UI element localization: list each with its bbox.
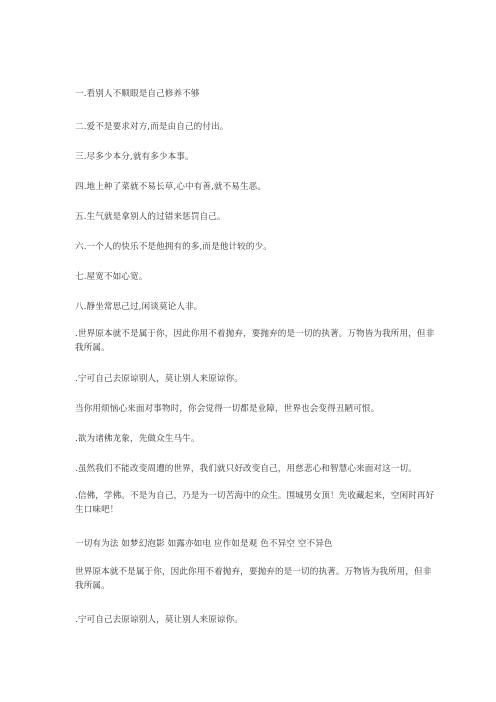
paragraph-14: .信佛，学佛。不是为自己，乃是为一切苦海中的众生。围城男女顶！先收藏起来，空闲时再好生口味吧！ [75,491,435,515]
paragraph-7: 七.屋宽不如心宽。 [75,272,148,282]
paragraph-9: .世界原本就不是属于你，因此你用不着抛弃，要抛弃的是一切的执著。万物皆为我所用，但非我所属。 [75,329,435,353]
paragraph-8: 八.静坐常思己过,闲谈莫论人非。 [75,302,203,312]
paragraph-17: .宁可自己去原谅别人，莫让别人来原谅你。 [75,615,244,625]
paragraph-15: 一切有为法 如梦幻泡影 如露亦如电 应作如是观 色不异空 空不异色 [75,539,333,549]
paragraph-12: .欲为诸佛龙象，先做众生马牛。 [75,434,200,444]
paragraph-11: 当你用烦恼心来面对事物时，你会觉得一切都是业障，世界也会变得丑陋可恨。 [75,404,380,414]
paragraph-13: .虽然我们不能改变周遭的世界，我们就只好改变自己，用慈悲心和智慧心来面对这一切。 [75,464,417,474]
paragraph-2: 二.爱不是要求对方,而是由自己的付出。 [75,122,229,132]
paragraph-3: 三.尽多少本分,就有多少本事。 [75,152,194,162]
paragraph-6: 六.一个人的快乐不是他拥有的多,而是他计较的少。 [75,242,272,252]
paragraph-10: .宁可自己去原谅别人，莫让别人来原谅你。 [75,374,244,384]
paragraph-4: 四.地上种了菜就不易长草,心中有善,就不易生恶。 [75,182,267,192]
paragraph-5: 五.生气就是拿别人的过错来惩罚自己。 [75,212,226,222]
paragraph-1: 一.看别人不顺眼是自己修养不够 [75,89,200,99]
paragraph-16: 世界原本就不是属于你，因此你用不着抛弃，要抛弃的是一切的执著。万物皆为我所用，但非我所属。 [75,567,432,591]
